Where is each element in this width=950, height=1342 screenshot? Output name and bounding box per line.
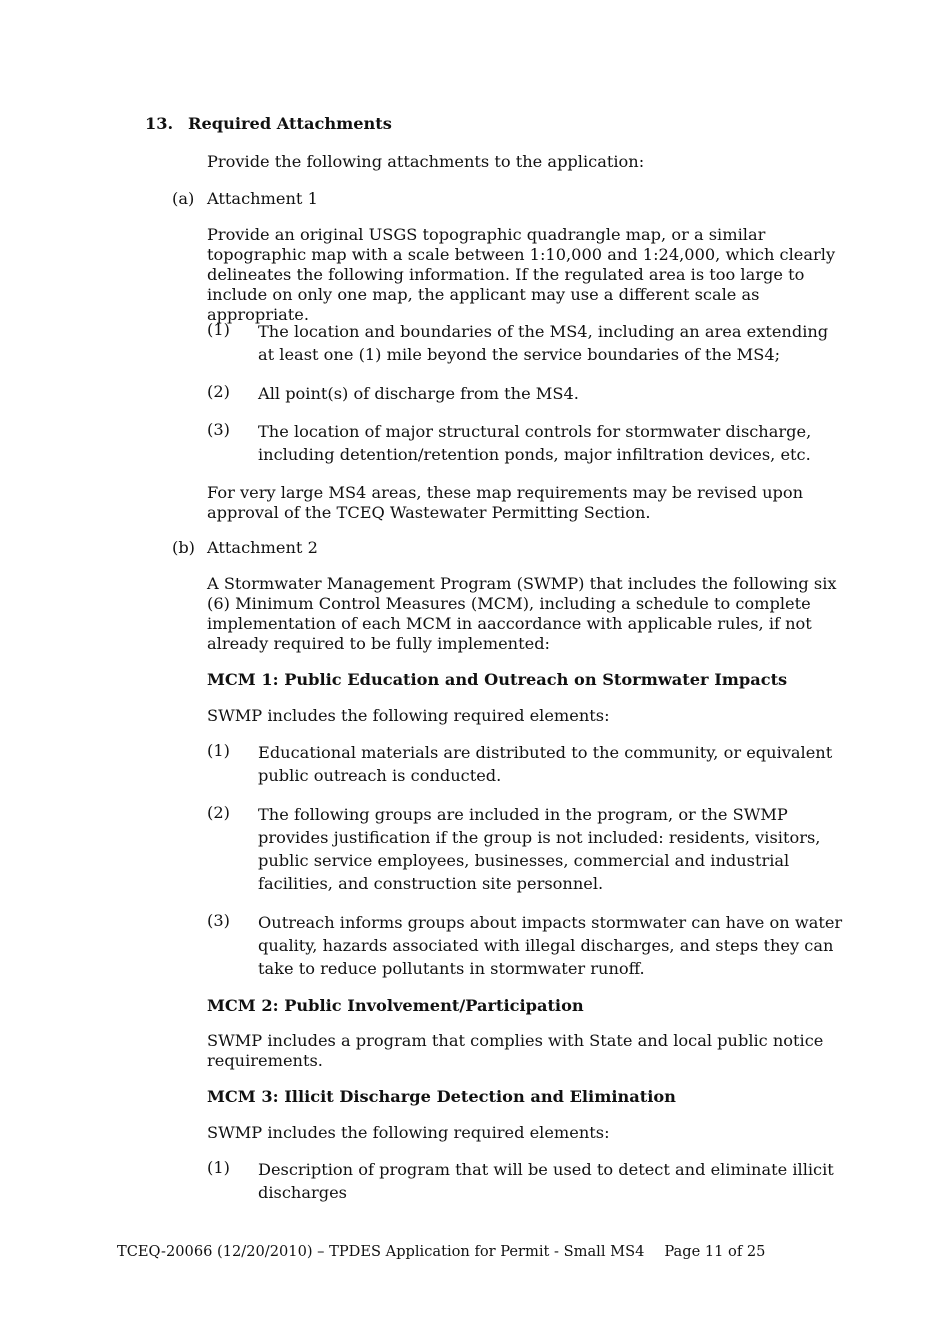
list-item: Outreach informs groups about impacts stormwater can have on water quality, hazards associated with illegal discharges, and steps they can take to reduce pollutants in stormwater runoff. bbox=[258, 913, 843, 978]
list-item-number: (1) bbox=[207, 320, 230, 339]
footer-form-id: TCEQ-20066 (12/20/2010) – TPDES Application for Permit - Small MS4 bbox=[117, 1243, 645, 1260]
attachment-a-description: Provide an original USGS topographic quadrangle map, or a similar topographic map with a scale between 1:10,000 and 1:24,000, which clearly delineates the following information. If the regulated area is too large to include on only one map, the applicant may use a different scale as appropriate. bbox=[207, 225, 836, 324]
list-item-number: (2) bbox=[207, 803, 230, 822]
mcm3-heading: MCM 3: Illicit Discharge Detection and Elimination bbox=[207, 1087, 676, 1106]
mcm2-text: SWMP includes a program that complies with State and local public notice requirements. bbox=[207, 1031, 824, 1070]
section-intro: Provide the following attachments to the application: bbox=[207, 152, 645, 171]
mcm3-intro: SWMP includes the following required elements: bbox=[207, 1123, 610, 1142]
list-item: Description of program that will be used to detect and eliminate illicit discharges bbox=[258, 1160, 834, 1202]
attachment-b-description: A Stormwater Management Program (SWMP) that includes the following six (6) Minimum Control Measures (MCM), including a schedule to complete implementation of each MCM in aaccordance with applicable rules, if not already required to be fully implemented: bbox=[207, 574, 837, 653]
mcm2-heading: MCM 2: Public Involvement/Participation bbox=[207, 996, 584, 1015]
attachment-a-note: For very large MS4 areas, these map requirements may be revised upon approval of the TCEQ Wastewater Permitting Section. bbox=[207, 483, 804, 522]
list-item-number: (2) bbox=[207, 382, 230, 401]
list-item: All point(s) of discharge from the MS4. bbox=[258, 384, 579, 403]
list-item: The following groups are included in the program, or the SWMP provides justification if the group is not included: residents, visitors, public service employees, businesses, commercial and industrial facilities, and construction site personnel. bbox=[258, 805, 821, 893]
list-item-number: (3) bbox=[207, 420, 230, 439]
list-item: The location and boundaries of the MS4, including an area extending at least one (1) mile beyond the service boundaries of the MS4; bbox=[258, 322, 829, 364]
mcm1-intro: SWMP includes the following required elements: bbox=[207, 706, 610, 725]
mcm1-heading: MCM 1: Public Education and Outreach on Stormwater Impacts bbox=[207, 670, 788, 689]
section-title: Required Attachments bbox=[188, 114, 392, 133]
attachment-b-marker: (b) bbox=[172, 538, 195, 557]
footer-page-number: Page 11 of 25 bbox=[664, 1243, 766, 1260]
list-item-number: (3) bbox=[207, 911, 230, 930]
attachment-a-marker: (a) bbox=[172, 189, 195, 208]
section-number: 13. bbox=[145, 114, 174, 133]
list-item: Educational materials are distributed to the community, or equivalent public outreach is conducted. bbox=[258, 743, 833, 785]
list-item-number: (1) bbox=[207, 1158, 230, 1177]
list-item: The location of major structural controls for stormwater discharge, including detention/retention ponds, major infiltration devices, etc. bbox=[258, 422, 812, 464]
attachment-b-title: Attachment 2 bbox=[207, 538, 318, 557]
list-item-number: (1) bbox=[207, 741, 230, 760]
attachment-a-title: Attachment 1 bbox=[207, 189, 318, 208]
page-footer bbox=[117, 1242, 765, 1262]
